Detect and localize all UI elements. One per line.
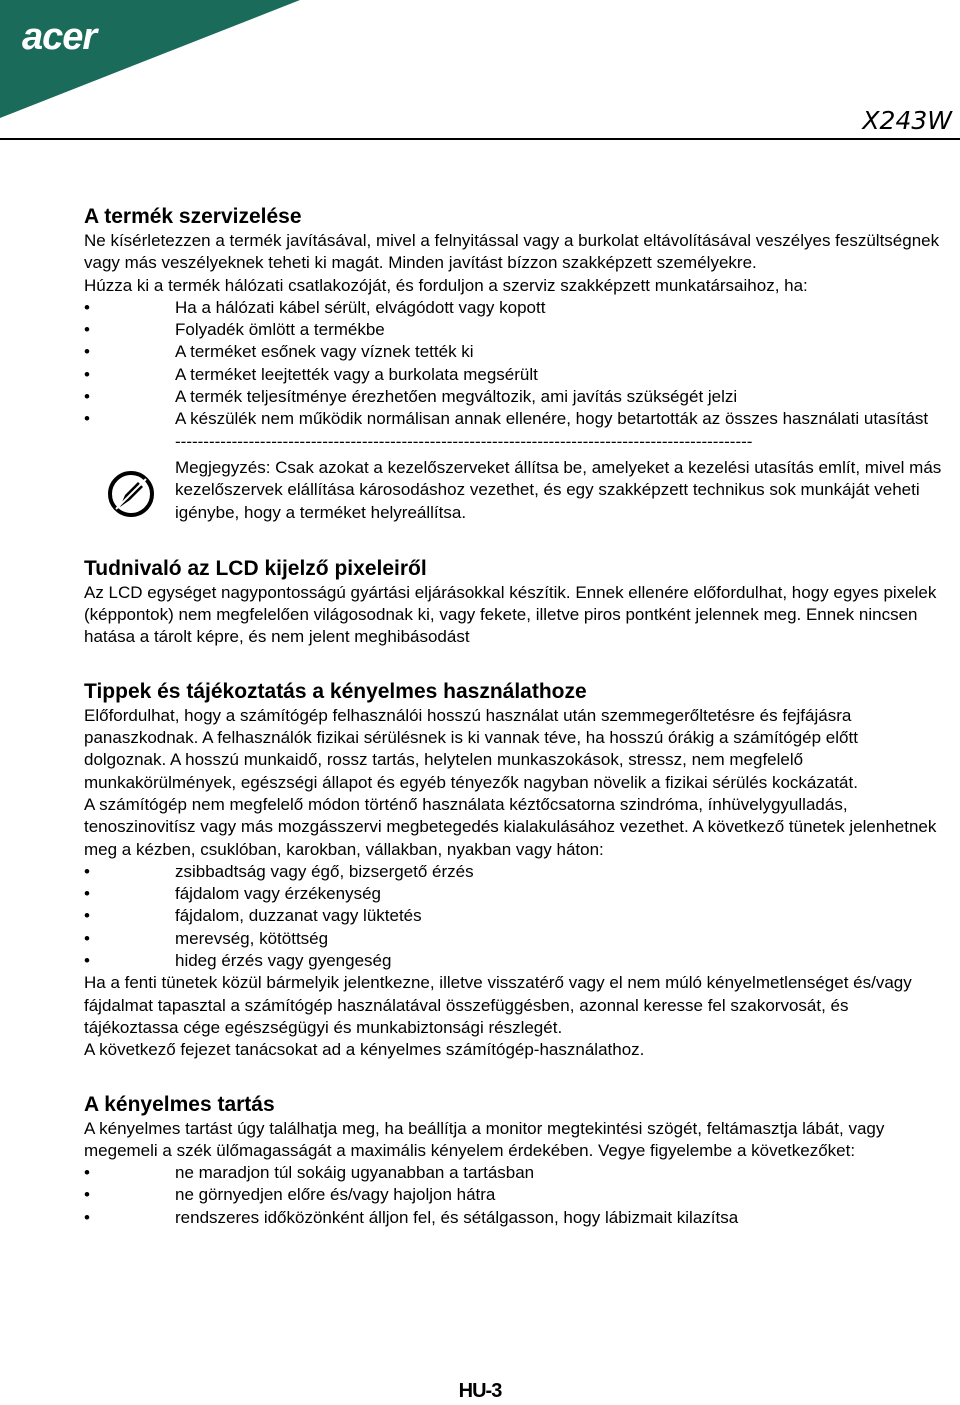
note-text: Megjegyzés: Csak azokat a kezelőszerveket állítsa be, amelyeket a kezelési utasítás említ, mivel más kezelőszervek elállítása károsodáshoz vezethet, és egy szakképzett technikus sok munkáját veheti igénybe, hogy a terméket helyreállítsa. [175, 457, 942, 522]
bullet-icon: • [84, 1163, 90, 1183]
paragraph: A kényelmes tartást úgy találhatja meg, ha beállítja a monitor megtekintési szögét, feltámasztja lábát, vagy megemeli a szék ülőmagasságát a maximális kényelem érdekében. Vegye figyelembe a következőket: [84, 1118, 885, 1160]
page-number: HU-3 [458, 1380, 502, 1402]
paragraph: A számítógép nem megfelelő módon történő használata kéztőcsatorna szindróma, ínhüvelygyulladás, tenoszinovitísz vagy más mozgásszervi megbetegedés kialakulásához vezethet. A következő tünetek jelenhetnek meg a kézben, csuklóban, karokban, vállakban, nyakban vagy háton: [84, 794, 937, 859]
list-item: • fájdalom, duzzanat vagy lüktetés [84, 905, 944, 927]
note-pencil-icon [106, 469, 156, 519]
document-body [84, 204, 944, 1229]
list-item: • ne maradjon túl sokáig ugyanabban a tartásban [84, 1162, 944, 1184]
header-rule [0, 138, 960, 140]
section-title-lcd-pixels: Tudnivaló az LCD kijelző pixeleiről [84, 556, 427, 580]
list-item: • A terméket leejtették vagy a burkolata megsérült [84, 364, 944, 386]
paragraph: A következő fejezet tanácsokat ad a kényelmes számítógép-használathoz. [84, 1040, 645, 1060]
list-item: • rendszeres időközönként álljon fel, és sétálgasson, hogy lábizmait kilazítsa [84, 1207, 944, 1229]
paragraph: Előfordulhat, hogy a számítógép felhasználói hosszú használat után szemmegerőltetésre és fejfájásra panaszkodnak. A felhasználók fizikai sérülésnek is ki vannak téve, ha hosszú órákig a számítógép előtt dolgoznak. A hosszú munkaidő, rossz tartás, helytelen munkaszokások, stressz, nem megfelelő munkakörülmények, egészségi állapot és egyéb tényezők nagyban növelik a fizikai sérülés kockázatát. [84, 705, 858, 792]
paragraph: Ne kísérletezzen a termék javításával, mivel a felnyitással vagy a burkolat eltávolításával veszélyes feszültségnek vagy más veszélyeknek teheti ki magát. Minden javítást bízzon szakképzett személyekre. [84, 231, 940, 273]
paragraph: Az LCD egységet nagypontosságú gyártási eljárásokkal készítik. Ennek ellenére előfordulhat, hogy egyes pixelek (képpontok) nem megfelelően világosodnak ki, vagy fekete, illetve piros pontként jelennek meg. Ennek nincsen hatása a tárolt képre, és nem jelent meghibásodást [84, 582, 937, 647]
acer-logo: acer [22, 16, 97, 58]
list-item: • zsibbadtság vagy égő, bizsergető érzés [84, 861, 944, 883]
list-item: • merevség, kötöttség [84, 928, 944, 950]
bullet-icon: • [84, 1207, 90, 1227]
bullet-icon: • [84, 884, 90, 904]
bullet-icon: • [84, 906, 90, 926]
paragraph: Ha a fenti tünetek közül bármelyik jelentkezne, illetve visszatérő vagy el nem múló kényelmetlenséget és/vagy fájdalmat tapasztal a számítógép használatával összefüggésben, azonnal keresse fel szakorvosát, és tájékoztassa cége egészségügyi és munkabiztonsági részlegét. [84, 973, 912, 1037]
list-item: • A terméket esőnek vagy víznek tették ki [84, 341, 944, 363]
service-bullet-list [84, 297, 944, 431]
bullet-icon: • [84, 951, 90, 971]
section-title-service: A termék szervizelése [84, 205, 302, 228]
note-block [84, 457, 944, 524]
list-item: • A termék teljesítménye érezhetően megváltozik, ami javítás szükségét jelzi [84, 386, 944, 408]
list-item: • ne görnyedjen előre és/vagy hajoljon hátra [84, 1184, 944, 1206]
posture-bullet-list [84, 1162, 944, 1229]
section-title-comfort-tips: Tippek és tájékoztatás a kényelmes használathoze [84, 679, 587, 703]
bullet-icon: • [84, 364, 90, 384]
list-item: • A készülék nem működik normálisan annak ellenére, hogy betartották az összes használati utasítást [84, 408, 944, 430]
list-item: • hideg érzés vagy gyengeség [84, 950, 944, 972]
paragraph: Húzza ki a termék hálózati csatlakozóját, és forduljon a szerviz szakképzett munkatársaihoz, ha: [84, 275, 808, 295]
dashed-divider: ------------------------------------------------------------------------------------------------------ [175, 431, 753, 451]
list-item: • Ha a hálózati kábel sérült, elvágódott vagy kopott [84, 297, 944, 319]
list-item: • fájdalom vagy érzékenység [84, 883, 944, 905]
bullet-icon: • [84, 1185, 90, 1205]
bullet-icon: • [84, 861, 90, 881]
bullet-icon: • [84, 320, 90, 340]
bullet-icon: • [84, 928, 90, 948]
bullet-icon: • [84, 387, 90, 407]
bullet-icon: • [84, 409, 90, 429]
bullet-icon: • [84, 297, 90, 317]
section-title-posture: A kényelmes tartás [84, 1092, 275, 1116]
symptom-bullet-list [84, 861, 944, 972]
model-name: X243W [862, 106, 952, 135]
bullet-icon: • [84, 342, 90, 362]
list-item: • Folyadék ömlött a termékbe [84, 319, 944, 341]
